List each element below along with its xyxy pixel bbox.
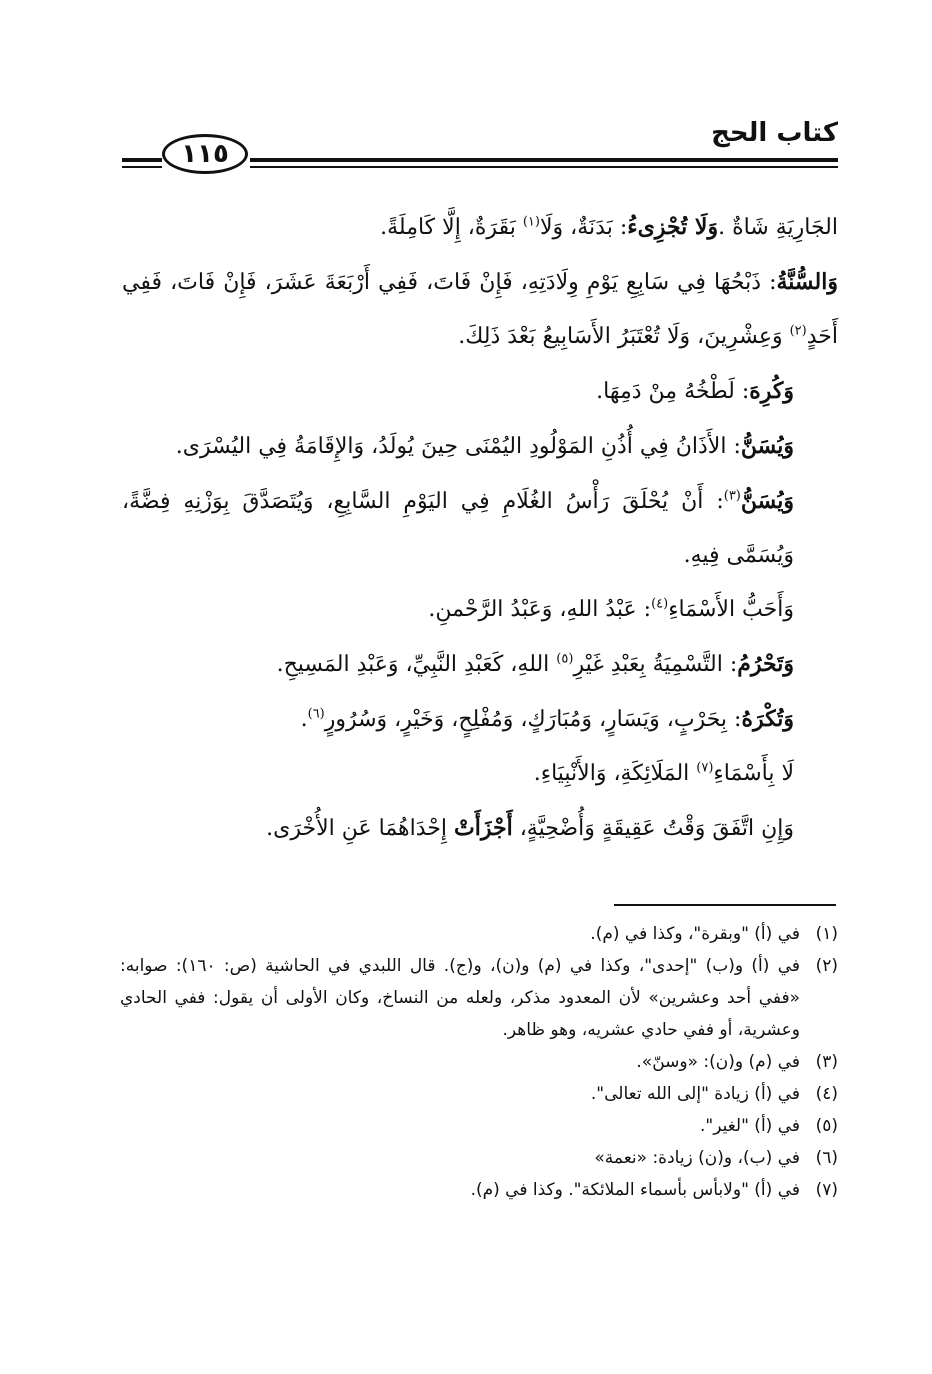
header-rule-thick bbox=[250, 158, 838, 162]
bold-term: وَالسُّنَّةُ bbox=[776, 269, 838, 295]
footnote-text: في (أ) "لغير". bbox=[699, 1116, 800, 1136]
text-run: : التَّسْمِيَةُ بِعَبْدِ غَيْرِ bbox=[573, 652, 738, 677]
footnote bbox=[120, 918, 838, 950]
bold-term: وَتُكْرَهُ bbox=[741, 706, 794, 732]
footnote-number: (٧) bbox=[815, 1180, 838, 1200]
text-run: : عَبْدُ اللهِ، وَعَبْدُ الرَّحْمنِ. bbox=[428, 597, 652, 622]
text-run: : بِحَرْبٍ، وَيَسَارٍ، وَمُبَارَكٍ، وَمُفْلِحٍ، وَخَيْرٍ، وَسُرُورٍ bbox=[324, 707, 742, 732]
footnotes bbox=[120, 918, 838, 1206]
footnote-ref: (١) bbox=[522, 214, 540, 230]
footnote bbox=[120, 950, 838, 1046]
footnote-text: في (م) و(ن): «وسنّ». bbox=[636, 1052, 800, 1072]
footnote bbox=[120, 1046, 838, 1078]
footnote bbox=[120, 1110, 838, 1142]
text-run: : لَطْخُهُ مِنْ دَمِهَا. bbox=[596, 379, 750, 404]
paragraph bbox=[122, 692, 838, 747]
text-run: المَلَائِكَةِ، وَالأَنْبِيَاءِ. bbox=[533, 761, 697, 786]
bold-term: وَيُسَنُّ bbox=[740, 433, 794, 459]
text-run: : ذَبْحُهَا فِي سَابِعِ يَوْمِ وِلَادَتِهِ، فَإِنْ فَاتَ، فَفِي أَرْبَعَةَ عَشَرَ، فَإِنْ فَاتَ، فَفِي أَحَدٍ bbox=[122, 270, 838, 349]
text-run: بَقَرَةٌ، إِلَّا كَامِلَةً. bbox=[380, 215, 523, 240]
bold-term: وَتَحْرُمُ bbox=[737, 651, 794, 677]
paragraph bbox=[122, 364, 838, 419]
footnote-ref: (٧) bbox=[696, 760, 714, 776]
paragraph bbox=[122, 637, 838, 692]
text-run: اللهِ، كَعَبْدِ النَّبِيِّ، وَعَبْدِ المَسِيحِ. bbox=[276, 652, 557, 677]
book-title: كتاب الحج bbox=[711, 118, 838, 148]
footnote-ref: (٥) bbox=[556, 651, 574, 667]
footnote-text: في (أ) و(ب) "إحدى"، وكذا في (م) و(ن)، و(ج). قال اللبدي في الحاشية (ص: ١٦٠): صوابه: «ففي أحد وعشرين» لأن المعدود مذكر، ولعله من النساخ، وكان الأولى أن يقول: ففي الحادي وعشرية، أو ففي حادي عشريه، وهو ظاهر. bbox=[120, 956, 801, 1040]
bold-term: وَيُسَنُّ bbox=[740, 488, 794, 514]
text-run: إِحْدَاهُمَا عَنِ الأُخْرَى. bbox=[266, 816, 455, 841]
footnote-number: (٤) bbox=[815, 1084, 838, 1104]
footnote-ref: (٢) bbox=[789, 323, 807, 339]
text-run: : الأَذَانُ فِي أُذُنِ المَوْلُودِ اليُمْنَى حِينَ يُولَدُ، وَالإِقَامَةُ فِي اليُسْرَى. bbox=[175, 434, 741, 459]
footnote-ref: (٦) bbox=[307, 706, 325, 722]
footnote-number: (٥) bbox=[815, 1116, 838, 1136]
paragraph bbox=[122, 255, 838, 364]
header-rule-left-thin bbox=[122, 166, 162, 168]
footnote-text: في (أ) زيادة "إلى الله تعالى". bbox=[590, 1084, 800, 1104]
footnote bbox=[120, 1174, 838, 1206]
paragraph bbox=[122, 474, 838, 583]
text-run: . bbox=[300, 707, 308, 732]
text-run: لَا بِأَسْمَاءِ bbox=[713, 761, 794, 786]
bold-term: أَجْزَأَتْ bbox=[454, 815, 513, 841]
page-header bbox=[122, 118, 838, 180]
footnote bbox=[120, 1078, 838, 1110]
main-text bbox=[122, 200, 838, 856]
text-run: : أَنْ يُحْلَقَ رَأْسُ الغُلَامِ فِي اليَوْمِ السَّابِعِ، وَيُتَصَدَّقَ بِوَزْنِهِ فِضَّةً، وَيُسَمَّى فِيهِ. bbox=[122, 489, 794, 568]
footnote-number: (٣) bbox=[815, 1052, 838, 1072]
text-run: وَعِشْرِينَ، وَلَا تُعْتَبَرُ الأَسَابِيعُ بَعْدَ ذَلِكَ. bbox=[458, 324, 790, 349]
bold-term: وَلَا تُجْزِىءُ bbox=[627, 214, 719, 240]
footnote-text: في (أ) "ولابأس بأسماء الملائكة". وكذا في (م). bbox=[470, 1180, 800, 1200]
footnote-text: في (أ) "وبقرة"، وكذا في (م). bbox=[590, 924, 800, 944]
paragraph bbox=[122, 747, 838, 801]
footnote-ref: (٣) bbox=[723, 488, 741, 504]
header-rule-left-thick bbox=[122, 158, 162, 162]
footnote-separator bbox=[614, 904, 836, 906]
paragraph bbox=[122, 419, 838, 474]
footnote-text: في (ب)، و(ن) زيادة: «نعمة» bbox=[594, 1148, 800, 1168]
footnote bbox=[120, 1142, 838, 1174]
paragraph bbox=[122, 200, 838, 255]
text-run: الجَارِيَةِ شَاةٌ . bbox=[718, 215, 838, 240]
page-number: ١١٥ bbox=[162, 134, 248, 174]
paragraph bbox=[122, 583, 838, 637]
bold-term: وَكُرِهَ bbox=[749, 378, 794, 404]
footnote-number: (١) bbox=[815, 924, 838, 944]
footnote-number: (٦) bbox=[815, 1148, 838, 1168]
footnote-ref: (٤) bbox=[651, 596, 669, 612]
footnote-number: (٢) bbox=[815, 956, 838, 976]
text-run: وَأَحَبُّ الأَسْمَاءِ bbox=[668, 597, 794, 622]
header-rule-thin bbox=[250, 166, 838, 168]
paragraph bbox=[122, 801, 838, 856]
text-run: : بَدَنَةٌ، وَلَا bbox=[539, 215, 628, 240]
text-run: وَإِنِ اتَّفَقَ وَقْتُ عَقِيقَةٍ وَأُضْحِيَّةٍ، bbox=[512, 816, 794, 841]
